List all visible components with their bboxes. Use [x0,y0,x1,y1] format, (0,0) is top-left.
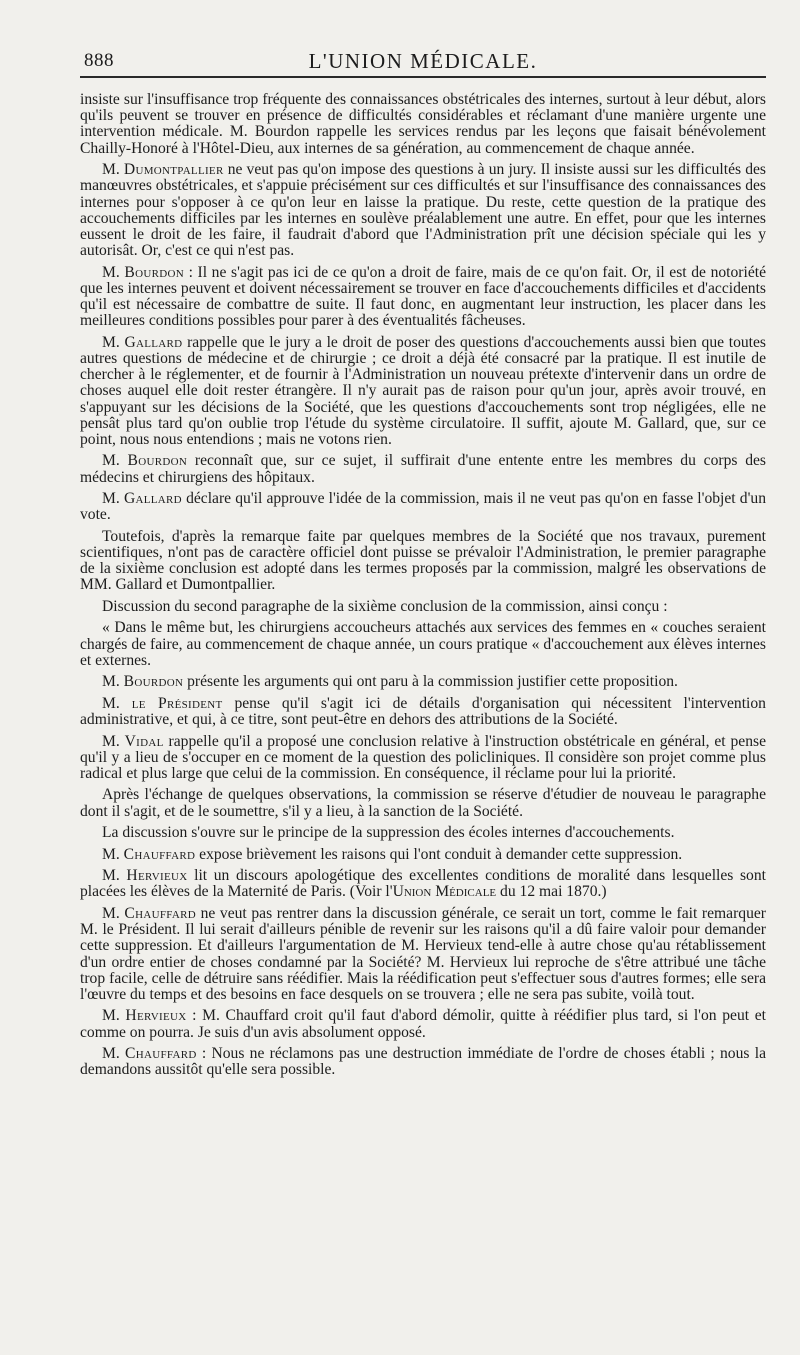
paragraph: M. Bourdon reconnaît que, sur ce sujet, il suffirait d'une entente entre les membres du corps des médecins et chirurgiens des hôpitaux. [80,452,766,486]
speaker-name: Chauffard [123,845,196,863]
paragraph: M. Gallard rappelle que le jury a le droit de poser des questions d'accouchements aussi bien que toutes autres questions de médecine et de chirurgie ; ce droit a déjà été consacré par la pratique. Il est inutile de chercher à le réglementer, et de fournir à l'Administration un nouveau prétexte d'intervenir dans un ordre de choses auquel elle doit rester étrangère. Il n'y aurait pas de raison pour qu'un jour, après avoir trouvé, en s'appuyant sur les décisions de la Société, que les questions d'accouchements sont trop négligées, elle ne pensât plus tard qu'on oublie trop l'étude du système circulatoire. Il suffit, ajoute M. Gallard, que, sur ce point, nous nous entendions ; mais ne votons rien. [80,333,766,448]
paragraph: La discussion s'ouvre sur le principe de la suppression des écoles internes d'accouchements. [102,824,675,842]
journal-reference: Union Médicale [392,883,497,901]
paragraph: M. Bourdon présente les arguments qui ont paru à la commission justifier cette proposition. [102,673,678,691]
speaker-name: Chauffard [125,1045,197,1063]
speaker-name: Chauffard [124,904,196,922]
paragraph: insiste sur l'insuffisance trop fréquente des connaissances obstétricales des internes, surtout à leur début, alors qu'ils peuvent se trouver en présence de difficultés considérables et réclamant d'une manière urgente une intervention médicale. M. Bourdon rappelle les services rendus par les leçons que faisait bénévolement Chailly-Honoré à l'Hôtel-Dieu, aux internes de sa génération, au commencement de chaque année. [80,91,766,157]
paragraph: M. Bourdon : Il ne s'agit pas ici de ce qu'on a droit de faire, mais de ce qu'on fait. Or, il est de notoriété que les internes peuvent et doivent nécessairement se trouver en face d'accouchements difficiles et d'accidents qu'il est nécessaire de combattre de suite. Il faut donc, en augmentant leur instruction, les placer dans les meilleures conditions possibles pour parer à des éventualités fâcheuses. [80,263,766,330]
paragraph: M. Chauffard ne veut pas rentrer dans la discussion générale, ce serait un tort, comme le fait remarquer M. le Président. Il lui serait d'ailleurs pénible de revenir sur les raisons qu'il a dû faire valoir pour demander cette suppression. Et d'ailleurs l'argumentation de M. Hervieux tend-elle à autre chose qu'au rétablissement d'un ordre entier de choses condamné par la Société? M. Hervieux lui reproche de s'être attribué une tâche trop facile, celle de détruire sans réédifier. Mais la réédification peut s'effectuer sous d'autres formes; elle sera l'œuvre du temps et des besoins en face desquels on se trouvera ; elle ne sera pas subite, voilà tout. [80,904,766,1003]
speaker-name: Vidal [124,732,164,750]
quoted-paragraph: « Dans le même but, les chirurgiens accoucheurs attachés aux services des femmes en « couches seraient chargés de faire, au commencement de chaque année, un cours pratique « d'accouchement aux élèves internes et externes. [80,619,766,669]
paragraph: Après l'échange de quelques observations, la commission se réserve d'étudier de nouveau le paragraphe dont il s'agit, et de le soumettre, s'il y a lieu, à la sanction de la Société. [80,786,766,820]
paragraph: M. Chauffard : Nous ne réclamons pas une destruction immédiate de l'ordre de choses établi ; nous la demandons aussitôt qu'elle sera possible. [80,1045,766,1079]
speaker-name: Bourdon [123,673,184,691]
speaker-name: Dumontpallier [123,161,224,179]
paragraph: M. Hervieux lit un discours apologétique des excellentes conditions de moralité dans lesquelles sont placées les élèves de la Maternité de Paris. (Voir l'Union Médicale du 12 mai 1870.) [80,867,766,901]
paragraph: Toutefois, d'après la remarque faite par quelques membres de la Société que nos travaux, purement scientifiques, n'ont pas de caractère officiel dont puisse se prévaloir l'Administration, le premier paragraphe de la sixième conclusion est adopté dans les termes proposés par la commission, malgré les observations de MM. Gallard et Dumontpallier. [80,527,766,594]
speaker-name: Bourdon [124,263,184,281]
speaker-name: Hervieux [126,867,188,885]
speaker-name: Bourdon [127,452,188,470]
speaker-name: Gallard [123,490,182,508]
speaker-name: le Président [131,694,223,712]
paragraph: M. Dumontpallier ne veut pas qu'on impose des questions à un jury. Il insiste aussi sur les difficultés des manœuvres obstétricales, et s'appuie précisément sur ces difficultés et sur l'insuffisance des connaissances des internes pour s'opposer à ce qu'on leur en laisse la pratique. Du reste, cette question de la pratique des accouchements difficiles par les internes en soulève préalablement une autre. En effet, pour que les internes eussent le droit de les faire, il faudrait d'abord que l'Administration prît une décision spéciale qui les y autorisât. Or, c'est ce qui n'est pas. [80,161,766,260]
running-title: L'UNION MÉDICALE. [308,49,538,73]
paragraph: M. Vidal rappelle qu'il a proposé une conclusion relative à l'instruction obstétricale en général, et pense qu'il y a lieu de s'occuper en ce moment de la question des policliniques. Il considère son projet comme plus radical et plus large que celui de la commission. En conséquence, il réclame pour lui la priorité. [80,732,766,782]
speaker-name: Hervieux [125,1007,187,1025]
speaker-name: Gallard [124,333,183,351]
paragraph: M. Gallard déclare qu'il approuve l'idée de la commission, mais il ne veut pas qu'on en fasse l'objet d'un vote. [80,490,766,524]
paragraph: M. Hervieux : M. Chauffard croit qu'il faut d'abord démolir, quitte à réédifier plus tard, si l'on peut et comme on pourra. Je suis d'un avis absolument opposé. [80,1007,766,1041]
article-body [80,92,766,1079]
page-header [80,46,766,78]
paragraph: Discussion du second paragraphe de la sixième conclusion de la commission, ainsi conçu : [102,597,668,615]
paragraph: M. Chauffard expose brièvement les raisons qui l'ont conduit à demander cette suppression. [102,845,683,863]
paragraph: M. le Président pense qu'il s'agit ici de détails d'organisation qui nécessitent l'intervention administrative, et qui, à ce titre, sont peut-être en dehors des attributions de la Société. [80,694,766,729]
page-number: 888 [84,50,114,71]
